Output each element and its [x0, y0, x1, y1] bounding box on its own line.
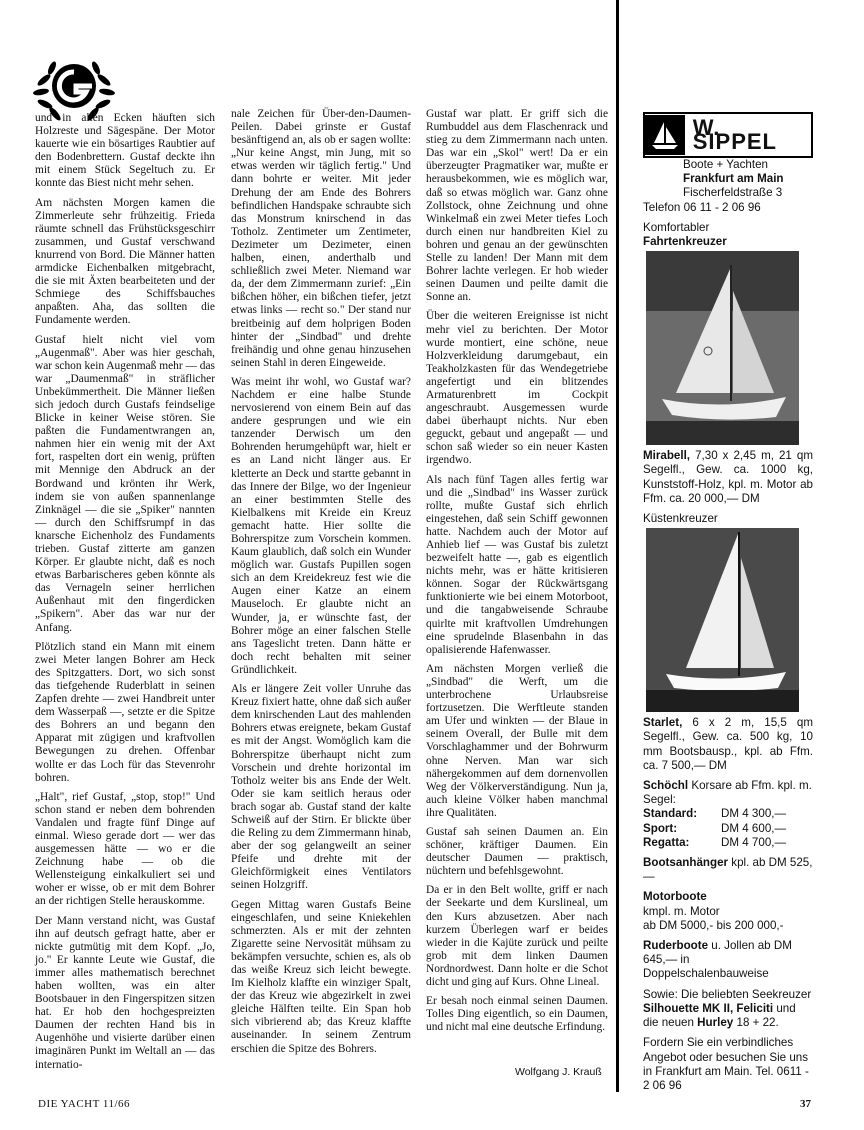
paragraph: Über die weiteren Ereignisse ist nicht mehr viel zu berichten. Der Motor wurde montiert, eine schöne, neue Holzverkleidung darumgebaut, ein Teakholzkasten für das Wendegetriebe angefertigt und ein blitzendes Armaturenbrett im Cockpit angeschraubt. Ausgemessen wurde dabei überhaupt nichts. Nur eben geguckt, gebaut und angepaßt — und schon saß wieder so ein neuer Kasten irgendwo. — [426, 310, 608, 467]
rowboats-description: u. Jollen ab DM 645,— in Doppelschalenbauweise — [643, 939, 792, 981]
dealer-city: Frankfurt am Main — [683, 172, 784, 186]
motorboats-title: Motorboote — [643, 890, 707, 904]
article-author: Wolfgang J. Krauß — [515, 1066, 602, 1078]
paragraph: Plötzlich stand ein Mann mit einem zwei Meter langen Bohrer am Heck des Spitzgatters. Dort, wo sich sonst das tiefgehende Ruderblatt in seinen Zapfen drehte — zwei Handbreit unter dem Wasserpaß —, setzte er die Spitze des Bohrers an und begann den Apparat mit zügigen und kraftvollen Bewegungen zu drehen. Offenbar wollte er das Loch für das Stevenrohr bohren. — [35, 640, 215, 784]
page-number: 37 — [800, 1098, 811, 1110]
dealer-address — [643, 158, 813, 201]
sowie-models: Silhouette MK II, Feliciti — [643, 1001, 774, 1015]
advertisement — [643, 112, 813, 1093]
motorboats-price: ab DM 5000,- bis 200 000,- — [643, 918, 784, 932]
section-title: Fahrtenkreuzer — [643, 235, 727, 249]
paragraph: Gustaf sah seinen Daumen an. Ein schöner, kräftiger Daumen. Ein deutscher Daumen — praktisch, nüchtern und befehlsgewohnt. — [426, 825, 608, 878]
sowie-text: Sowie: Die beliebten Seekreuzer — [643, 987, 812, 1001]
sowie-model-hurley: Hurley — [697, 1016, 734, 1030]
paragraph: Da er in den Belt wollte, griff er nach der Seekarte und dem Kurslineal, um den Kurs abzusetzen. Aber nach kurzem Überlegen warf er beides wieder in die Kajüte zurück und peilte grob mit dem linken Daumen Nordnordwest. Dann holte er die Schot dicht und ging auf Kurs. Ohne Lineal. — [426, 884, 608, 988]
sowie-text: und die neuen — [643, 1001, 796, 1030]
trailer-title: Bootsanhänger — [643, 856, 729, 870]
brand-name: Schöchl — [643, 779, 689, 793]
price-label: Regatta: — [643, 835, 690, 849]
boat-name: Starlet, — [643, 716, 683, 730]
paragraph: Der Mann verstand nicht, was Gustaf ihn auf deutsch gefragt hatte, aber er nickte gutmütig mit dem Kopf. „Jo, jo." Er kannte Leute wie Gustaf, die immer alles mathematisch berechnet haben wollten, was ein alter Bootsbauer in den Fingerspitzen sitzen hat. Er hob den hochgespreizten Daumen der rechten Hand bis in Augenhöhe und visierte darüber einen imaginären Punkt im Weltall an — das internatio- — [35, 914, 215, 1071]
article-column-1 — [35, 112, 215, 1078]
magazine-footer: DIE YACHT 11/66 — [38, 1098, 131, 1110]
section-label: Küstenkreuzer — [643, 512, 718, 526]
column-divider — [616, 0, 619, 1092]
price-label: Sport: — [643, 821, 678, 835]
price-row — [643, 836, 813, 850]
price-value: DM 4 300,— — [721, 807, 787, 821]
boat-description: 6 x 2 m, 15,5 qm Segelfl., Gew. ca. 500 kg, 10 mm Bootsbausp., kpl. ab Ffm. ca. 7 500,— DM — [643, 716, 813, 772]
paragraph: Gustaf war platt. Er griff sich die Rumbuddel aus dem Flaschenrack und stieg zu dem Zimmermann nach unten. Das war ein „Skol" wert! Da er ein überzeugter Pragmatiker war, mußte er herausbekommen, wie es möglich war, daß so etwas möglich war. Ganz ohne Zollstock, ohne Zeichnung und ohne Winkelmaß ein zwei Meter tiefes Loch durch einen nur handbreiten Kiel zu bohren und genau an der gewünschten Stelle zu landen! Der Mann mit dem Bohrer lachte verlegen. Er hob wieder seinen Daumen und peilte damit die Sonne an. — [426, 108, 608, 304]
dealer-line: Boote + Yachten — [683, 158, 768, 171]
sailboat-icon — [645, 115, 685, 155]
article-column-2 — [231, 108, 411, 1062]
boat-description: 7,30 x 2,45 m, 21 qm Segelfl., Gew. ca. 1000 kg, Kunststoff-Holz, kpl. m. Motor ab Ffm. ca. 20 000,— DM — [643, 449, 813, 505]
paragraph: Gustaf hielt nicht viel vom „Augenmaß". Aber was hier geschah, war schon kein Augenmaß mehr — das war „Daumenmaß" in sträflicher Unbekümmertheit. Die Männer ließen sich jedoch durch Gustafs feindselige Blicke in keiner Weise stören. Sie paßten die Fundamentwrangen an, nahmen hier ein wenig mit der Axt fort, raspelten dort ein wenig, prüften mit Mennige den Abdruck an der Bordwand und krönten ihr Werk, indem sie von außen spannenlange Zinknägel — die sie „Spiker" nannten — durch den Schiffsrumpf in das knarsche Eichenholz des Fundaments trieben. Gustaf zitterte am ganzen Körper. Er glaubte nicht, daß es noch etwas Barbarischeres geben könnte als das Vernageln seiner herrlichen Außenhaut mit den fingerdicken „Spikern". Aber das war nur der Anfang. — [35, 333, 215, 634]
article-column-3 — [426, 108, 608, 1040]
price-value: DM 4 600,— — [721, 821, 787, 835]
boat-name: Mirabell, — [643, 449, 691, 463]
paragraph: Er besah noch einmal seinen Daumen. Tolles Ding eigentlich, so ein Daumen, und nicht mal eine deutsche Erfindung. — [426, 995, 608, 1034]
paragraph: Als er längere Zeit voller Unruhe das Kreuz fixiert hatte, ohne daß sich außer dem knirschenden Laut des mahlenden Bohrers etwas ereignete, bekam Gustaf es mit der Angst. Womöglich kam die Bohrerspitze überhaupt nicht zum Vorschein und drehte horizontal im Totholz weiter bis ans Ende der Welt. Oder sie kam seitlich heraus oder brach sogar ab. Gustaf stand der kalte Schweiß auf der Stirn. Er blickte über die Reling zu dem Zimmermann hinab, aber der sog gelangweilt an seiner Pfeife und drehte mit der Gleichförmigkeit eines Ventilators seinen Holzgriff. — [231, 683, 411, 892]
dealer-street: Fischerfeldstraße 3 — [683, 186, 783, 200]
price-value: DM 4 700,— — [721, 835, 787, 849]
price-row — [643, 807, 813, 821]
boat-photo-mirabell — [646, 251, 799, 445]
ad-header — [643, 112, 813, 158]
motorboats-line: kmpl. m. Motor — [643, 904, 720, 918]
paragraph: nale Zeichen für Über-den-Daumen-Peilen. Dabei grinste er Gustaf besänftigend an, als ob er sagen wollte: „Nur keine Angst, min Jung, mit so etwas werden wir täglich fertig." Und dann bohrte er weiter. Mit jeder Drehung der am Ende des Bohrers befindlichen Handspake schraubte sich das Monstrum knirschend in das Totholz. Zentimeter um Zentimeter, Dezimeter um Dezimeter, einen halben, einen, anderthalb und schließlich zwei Meter. Niemand war da, der dem Zimmermann zurief: „Ein bißchen höher, ein bißchen tiefer, jetzt etwas links — recht so." Der stand nur breitbeinig auf dem holprigen Boden hinter der „Sindbad" und drehte freihändig und ohne genau hinzusehen seinen Stahl in deren Eingeweide. — [231, 108, 411, 369]
sowie-text: 18 + 22. — [736, 1016, 779, 1030]
ad-closing: Fordern Sie ein verbindliches Angebot oder besuchen Sie uns in Frankfurt am Main. Tel. 0611 - 2 06 96 — [643, 1036, 809, 1092]
paragraph: Als nach fünf Tagen alles fertig war und die „Sindbad" ins Wasser zurück rollte, mußte Gustaf sich ehrlich eingestehen, daß sein Schiff gewonnen hatte. Nachdem auch der Motor auf Anhieb lief — was Gustaf bis zuletzt bezweifelt hatte —, gab es eigentlich nichts mehr, was er hätte kritisieren können. Sogar der Rückwärtsgang funktionierte wie bei einem Motorboot, und die tangabweisende Schraube quirlte mit kraftvollen Umdrehungen eine sprudelnde Blasenbahn in das opalisierende Hafenwasser. — [426, 473, 608, 656]
paragraph: Gegen Mittag waren Gustafs Beine eingeschlafen, und seine Kniekehlen schmerzten. Als er mit der zehnten Zigarette seine Nervosität mühsam zu bekämpfen versuchte, schien es, als ob das weiße Kreuz sich leicht bewegte. Im Kielholz klaffte ein winziger Spalt, der das Kreuz wie abgezirkelt in zwei gleiche Hälften teilte. Ein Span hob sich vibrierend ab; das Kreuz klaffte auseinander. In seinem Zentrum erschien die Spitze des Bohrers. — [231, 898, 411, 1055]
rowboats-title: Ruderboote — [643, 939, 709, 953]
paragraph: „Halt", rief Gustaf, „stop, stop!" Und schon stand er neben dem bohrenden Vandalen und fragte fünf Dinge auf einmal. Wieso gerade dort — wer das ausgemessen hätte — wo er die Zeichnung habe — ob die Wellensteigung einkalkuliert sei und woher er wisse, ob er mit dem Bohrer an der richtigen Stelle herauskomme. — [35, 790, 215, 908]
dealer-phone: Telefon 06 11 - 2 06 96 — [643, 200, 761, 214]
boat-photo-starlet — [646, 528, 799, 712]
trailer-description: kpl. ab DM 525,— — [643, 856, 813, 884]
paragraph: Am nächsten Morgen verließ die „Sindbad" die Werft, um die unterbrochene Urlaubsreise fortzusetzen. Die Werftleute standen am Ufer und winkten — der Blaue in seinem Overall, der Bulle mit dem Vorschlaghammer und der Bohrwurm ohne Nerven. Man war sich nähergekommen auf dem dornenvollen Weg der Völkerverständigung. Nun ja, auch kleine Völker haben manchmal ihre Qualitäten. — [426, 662, 608, 819]
dealer-name: W. SIPPEL — [692, 114, 777, 154]
paragraph: und in allen Ecken häuften sich Holzreste und Sägespäne. Der Motor kauerte wie ein bösartiges Raubtier auf den Bodenbrettern. Gustaf deckte ihn mit einem Stück Segeltuch zu. Er konnte das Biest nicht mehr sehen. — [35, 112, 215, 190]
section-label: Komfortabler — [643, 220, 710, 234]
price-label: Standard: — [643, 807, 698, 821]
paragraph: Was meint ihr wohl, wo Gustaf war? Nachdem er eine halbe Stunde nervosierend von einem Bein auf das andere gesprungen und wie ein tanzender Derwisch um den Bohrenden herumgehüpft war, hielt er es an Land nicht länger aus. Er kletterte an Deck und startte gebannt in das Innere der Bilge, wo der Ingenieur an einer bestimmten Stelle des Kielbalkens mit Kreide ein Kreuz gemacht hatte. Hier sollte die Bohrerspitze zum Vorschein kommen. Kaum glaublich, daß solch ein Wunder möglich war. Gustafs Pupillen sogen sich an dem Kreidekreuz fest wie die Augen einer Katze an einem Mauseloch. Er glaubte nicht an Wunder, ja, er wünschte fast, der Bohrer möge an einer falschen Stelle ans Tageslicht treten. Dann hätte er doch recht behalten mit seiner Gründlichkeit. — [231, 375, 411, 676]
paragraph: Am nächsten Morgen kamen die Zimmerleute sehr frühzeitig. Frieda räumte schnell das Frühstücksgeschirr zusammen, und Gustaf verschwand knurrend von Bord. Die Männer hatten armdicke Eichenbalken mitgebracht, die sie mit Äxten bearbeiteten und der Schmiege des Schiffsbauches anpaßten. Aha, das sollten die Fundamente werden. — [35, 196, 215, 327]
price-row — [643, 822, 813, 836]
brand-description: Korsare ab Ffm. kpl. m. Segel: — [643, 779, 812, 807]
